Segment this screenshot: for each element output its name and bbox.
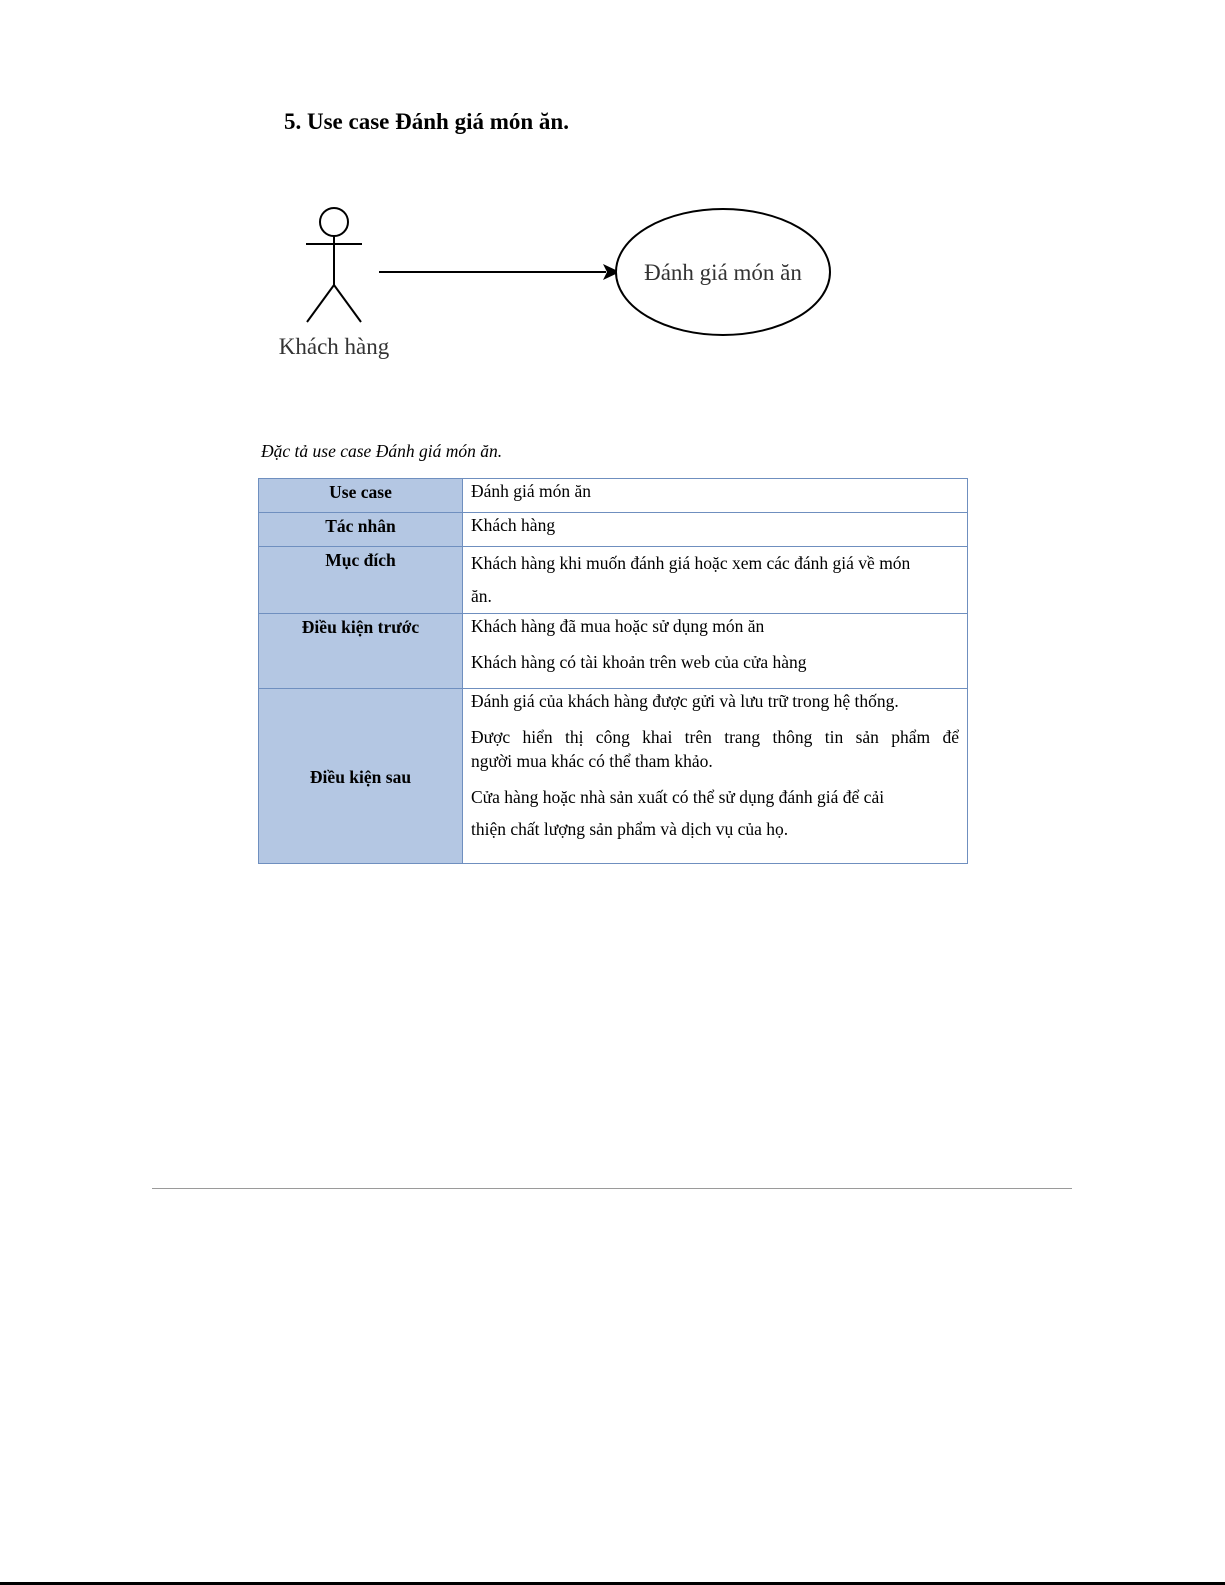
section-heading: 5. Use case Đánh giá món ăn. xyxy=(284,109,569,134)
precondition-line: Khách hàng có tài khoản trên web của cửa hàng xyxy=(471,652,807,672)
actor-label: Khách hàng xyxy=(278,334,390,359)
table-row xyxy=(259,479,968,513)
row-label-purpose: Mục đích xyxy=(325,550,396,570)
use-case-label: Đánh giá món ăn xyxy=(644,260,802,285)
postcondition-line: người mua khác có thể tham khảo. xyxy=(471,751,713,771)
postcondition-line: Cửa hàng hoặc nhà sản xuất có thể sử dụng đánh giá để cải xyxy=(471,787,885,807)
use-case-diagram xyxy=(262,195,842,375)
row-label-use-case: Use case xyxy=(329,482,392,502)
page-divider xyxy=(152,1188,1072,1189)
table-row xyxy=(259,689,968,864)
use-case-spec-table xyxy=(258,478,968,864)
table-row xyxy=(259,547,968,614)
purpose-line: Khách hàng khi muốn đánh giá hoặc xem các đánh giá về món xyxy=(471,553,911,573)
table-caption: Đặc tả use case Đánh giá món ăn. xyxy=(261,441,503,461)
row-label-precondition: Điều kiện trước xyxy=(301,617,420,637)
table-row xyxy=(259,614,968,689)
postcondition-line: Đánh giá của khách hàng được gửi và lưu trữ trong hệ thống. xyxy=(471,691,899,711)
postcondition-line: Được hiển thị công khai trên trang thông tin sản phẩm để xyxy=(471,727,959,747)
postcondition-line: thiện chất lượng sản phẩm và dịch vụ của họ. xyxy=(471,819,789,839)
association-arrow xyxy=(379,264,620,280)
row-label-postcondition: Điều kiện sau xyxy=(309,766,412,787)
row-value-use-case: Đánh giá món ăn xyxy=(471,481,592,501)
row-label-actor: Tác nhân xyxy=(325,516,396,536)
row-value-actor: Khách hàng xyxy=(471,515,556,535)
purpose-line: ăn. xyxy=(471,586,492,606)
actor-stick-figure xyxy=(306,208,362,322)
precondition-line: Khách hàng đã mua hoặc sử dụng món ăn xyxy=(471,616,765,636)
table-row xyxy=(259,513,968,547)
